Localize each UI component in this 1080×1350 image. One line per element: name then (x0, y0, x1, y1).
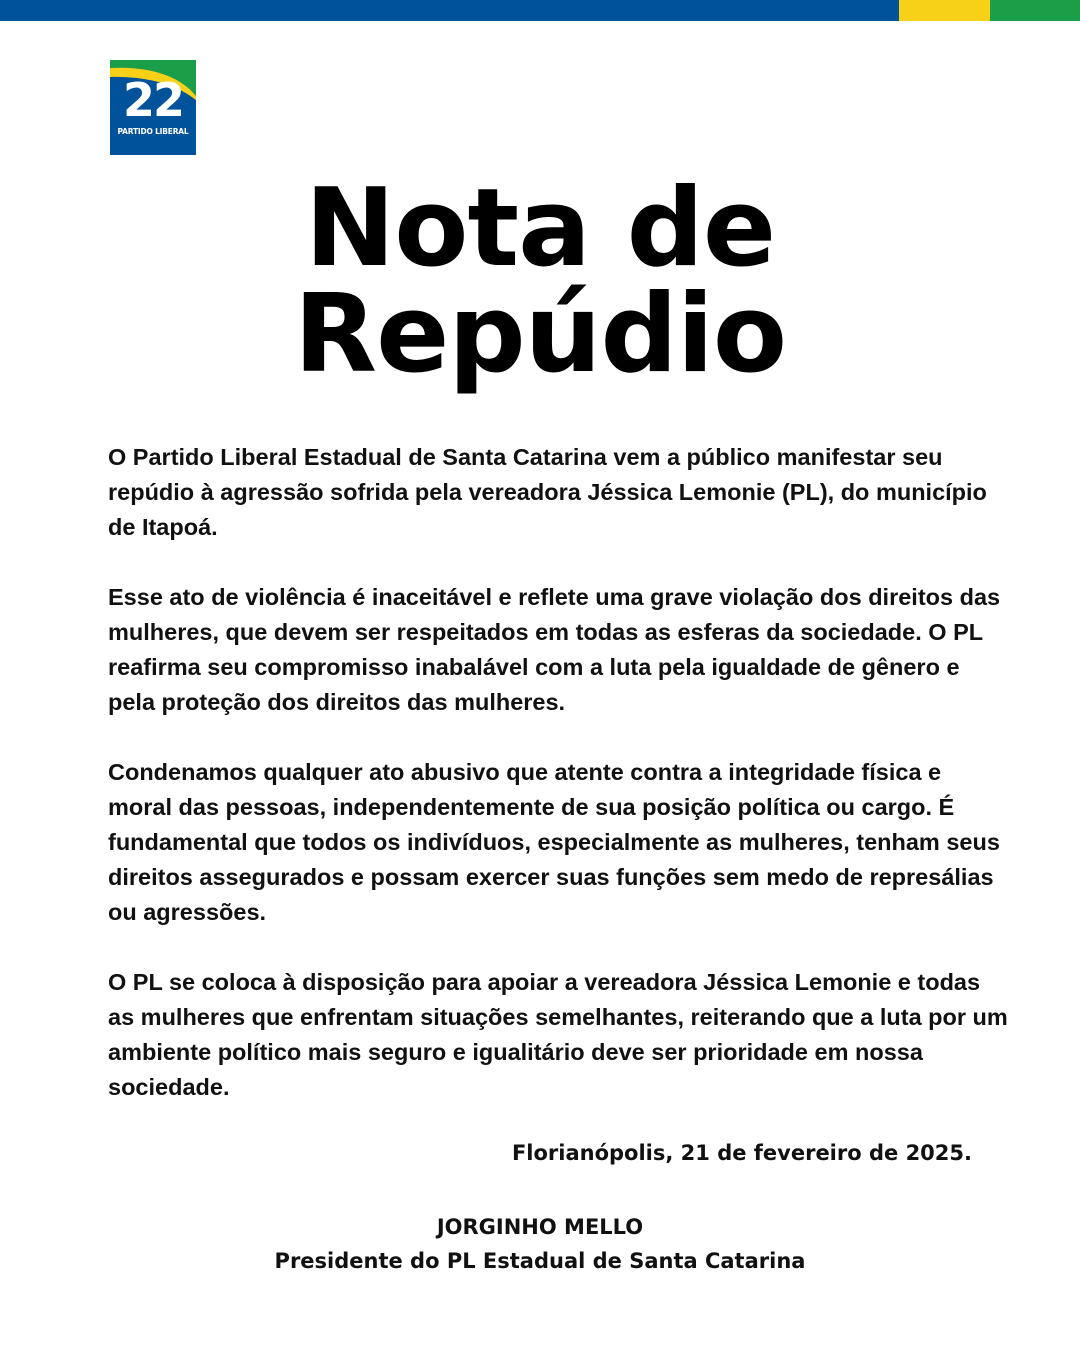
party-logo (110, 60, 196, 155)
signatory-role: Presidente do PL Estadual de Santa Catarina (274, 1249, 806, 1273)
top-bar-yellow-segment (899, 0, 990, 21)
title-line-2: Repúdio (293, 272, 787, 397)
paragraph-2: Esse ato de violência é inaceitável e reflete uma grave violação dos direitos das mulheres, que devem ser respeitados em todas as esferas da sociedade. O PL reafirma seu compromisso inabalável com a luta pela igualdade de gênero e pela proteção dos direitos das mulheres. (108, 584, 1001, 715)
note-body (108, 440, 1008, 1140)
logo-number: 22 (122, 73, 183, 127)
signatory-name: JORGINHO MELLO (436, 1215, 644, 1239)
paragraph-3: Condenamos qualquer ato abusivo que atente contra a integridade física e moral das pessoas, independentemente de sua posição política ou cargo. É fundamental que todos os indivíduos, especialmente as mulheres, tenham seus direitos assegurados e possam exercer suas funções sem medo de represálias ou agressões. (108, 759, 1000, 925)
top-color-bar (0, 0, 1080, 21)
top-bar-blue-segment (0, 0, 899, 21)
signature-block (140, 1210, 940, 1278)
title-line-1: Nota de (304, 166, 776, 291)
paragraph-1: O Partido Liberal Estadual de Santa Catarina vem a público manifestar seu repúdio à agressão sofrida pela vereadora Jéssica Lemonie (PL), do município de Itapoá. (108, 444, 987, 540)
page-title (140, 166, 940, 397)
place-and-date: Florianópolis, 21 de fevereiro de 2025. (511, 1141, 972, 1165)
logo-party-name: PARTIDO LIBERAL (117, 127, 189, 136)
paragraph-4: O PL se coloca à disposição para apoiar a vereadora Jéssica Lemonie e todas as mulheres que enfrentam situações semelhantes, reiterando que a luta por um ambiente político mais seguro e igualitário deve ser prioridade em nossa sociedade. (108, 969, 1008, 1100)
top-bar-green-segment (990, 0, 1080, 21)
